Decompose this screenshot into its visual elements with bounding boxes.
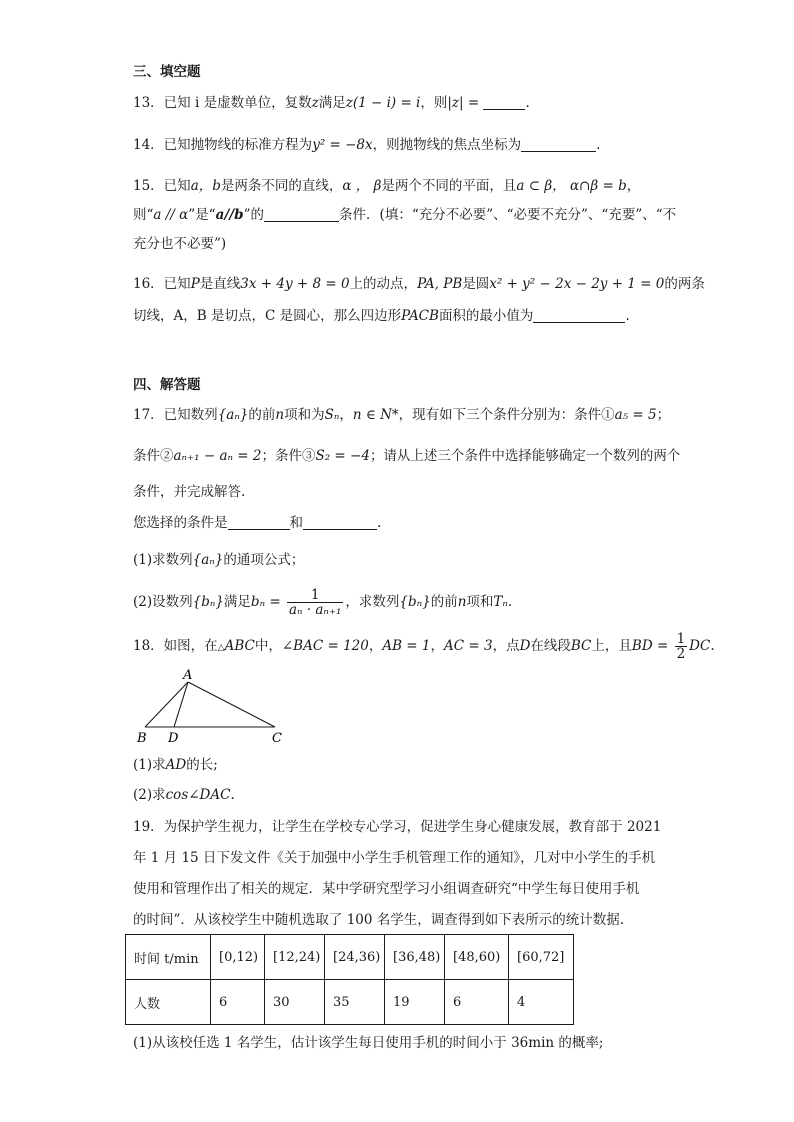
table-cell: [0,12) (211, 935, 265, 980)
label-B: B (137, 731, 147, 746)
question-15-line2: 则“a // α”是“a//b”的 条件．(填：“充分不必要”、“必要不充分”、“充要”、“不 (133, 207, 677, 223)
table-cell: 19 (385, 980, 445, 1025)
question-19-line4: 的时间”．从该校学生中随机选取了 100 名学生，调查得到如下表所示的统计数据. (133, 912, 625, 928)
question-19-line2: 年 1 月 15 日下发文件《关于加强中小学生手机管理工作的通知》，几对中小学生的手机 (133, 850, 656, 866)
question-17-line3: 条件，并完成解答. (133, 484, 246, 500)
answer-blank[interactable] (521, 137, 596, 152)
question-14: 14．已知抛物线的标准方程为y² = −8x，则抛物线的焦点坐标为 . (133, 137, 601, 153)
label-A: A (183, 668, 193, 683)
question-17-line1: 17．已知数列{aₙ}的前n项和为Sₙ，n ∈ N*，现有如下三个条件分别为：条件①a₅ = 5； (133, 407, 671, 423)
table-cell: [24,36) (325, 935, 385, 980)
triangle-figure (132, 668, 292, 748)
table-cell: 时间 t/min (126, 935, 211, 980)
label-C: C (272, 731, 282, 746)
answer-blank[interactable] (483, 95, 525, 110)
label-D: D (168, 731, 179, 746)
table-cell: 6 (211, 980, 265, 1025)
question-18: 18．如图，在△ABC中，∠BAC = 120，AB = 1，AC = 3，点D在线段BC上，且BD = $\frac{1}{2}$ DC. (133, 631, 715, 662)
fraction: $\frac{1}{\text{aₙ · aₙ₊₁}}$ (288, 587, 342, 618)
question-17-part2: (2)设数列{bₙ}满足bₙ = $\frac{1}{\text{aₙ · aₙ₊₁}}$ ，求数列{bₙ}的前n项和Tₙ. (133, 587, 513, 618)
question-15-line3: 充分也不必要”) (133, 236, 227, 252)
usage-time-table (125, 934, 574, 1025)
condition-blank-2[interactable] (303, 515, 377, 530)
answer-blank[interactable] (264, 207, 339, 222)
question-18-part2: (2)求cos∠DAC. (133, 787, 235, 803)
question-17-part1: (1)求数列{aₙ}的通项公式； (133, 552, 305, 568)
question-19-line1: 19．为保护学生视力，让学生在学校专心学习，促进学生身心健康发展，教育部于 2021 (133, 819, 662, 835)
table-cell: [36,48) (385, 935, 445, 980)
question-16-line1: 16．已知P是直线3x + 4y + 8 = 0上的动点，PA, PB是圆x² + y² − 2x − 2y + 1 = 0的两条 (133, 276, 705, 292)
table-cell: [48,60) (445, 935, 509, 980)
section-heading-answer: 四、解答题 (133, 377, 201, 393)
question-15-line1: 15．已知a，b是两条不同的直线，α ， β是两个不同的平面，且a ⊂ β， α∩β = b， (133, 178, 641, 194)
question-16-line2: 切线，A，B 是切点，C 是圆心，那么四边形PACB面积的最小值为 . (133, 308, 630, 324)
answer-blank[interactable] (533, 308, 625, 323)
table-cell: 30 (265, 980, 325, 1025)
table-cell: 35 (325, 980, 385, 1025)
fraction: $\frac{1}{2}$ (676, 631, 686, 662)
question-19-part1: (1)从该校任选 1 名学生，估计该学生每日使用手机的时间小于 36min 的概率; (133, 1035, 604, 1051)
section-heading-fill: 三、填空题 (133, 64, 201, 80)
question-17-line2: 条件②aₙ₊₁ − aₙ = 2；条件③S₂ = −4；请从上述三个条件中选择能够确定一个数列的两个 (133, 448, 681, 464)
question-18-part1: (1)求AD的长; (133, 757, 218, 773)
segment-AC (188, 682, 275, 727)
table-header-row (126, 935, 574, 980)
table-cell: [60,72] (509, 935, 574, 980)
table-cell: [12,24) (265, 935, 325, 980)
table-cell: 6 (445, 980, 509, 1025)
question-19-line3: 使用和管理作出了相关的规定．某中学研究型学习小组调查研究“中学生每日使用手机 (133, 881, 640, 897)
table-row (126, 980, 574, 1025)
table-cell: 4 (509, 980, 574, 1025)
question-13: 13．已知 i 是虚数单位，复数z满足z(1 − i) = i，则|z| = . (133, 95, 530, 111)
condition-blank-1[interactable] (228, 515, 290, 530)
table-cell: 人数 (126, 980, 211, 1025)
question-17-choice: 您选择的条件是 和 . (133, 515, 382, 531)
